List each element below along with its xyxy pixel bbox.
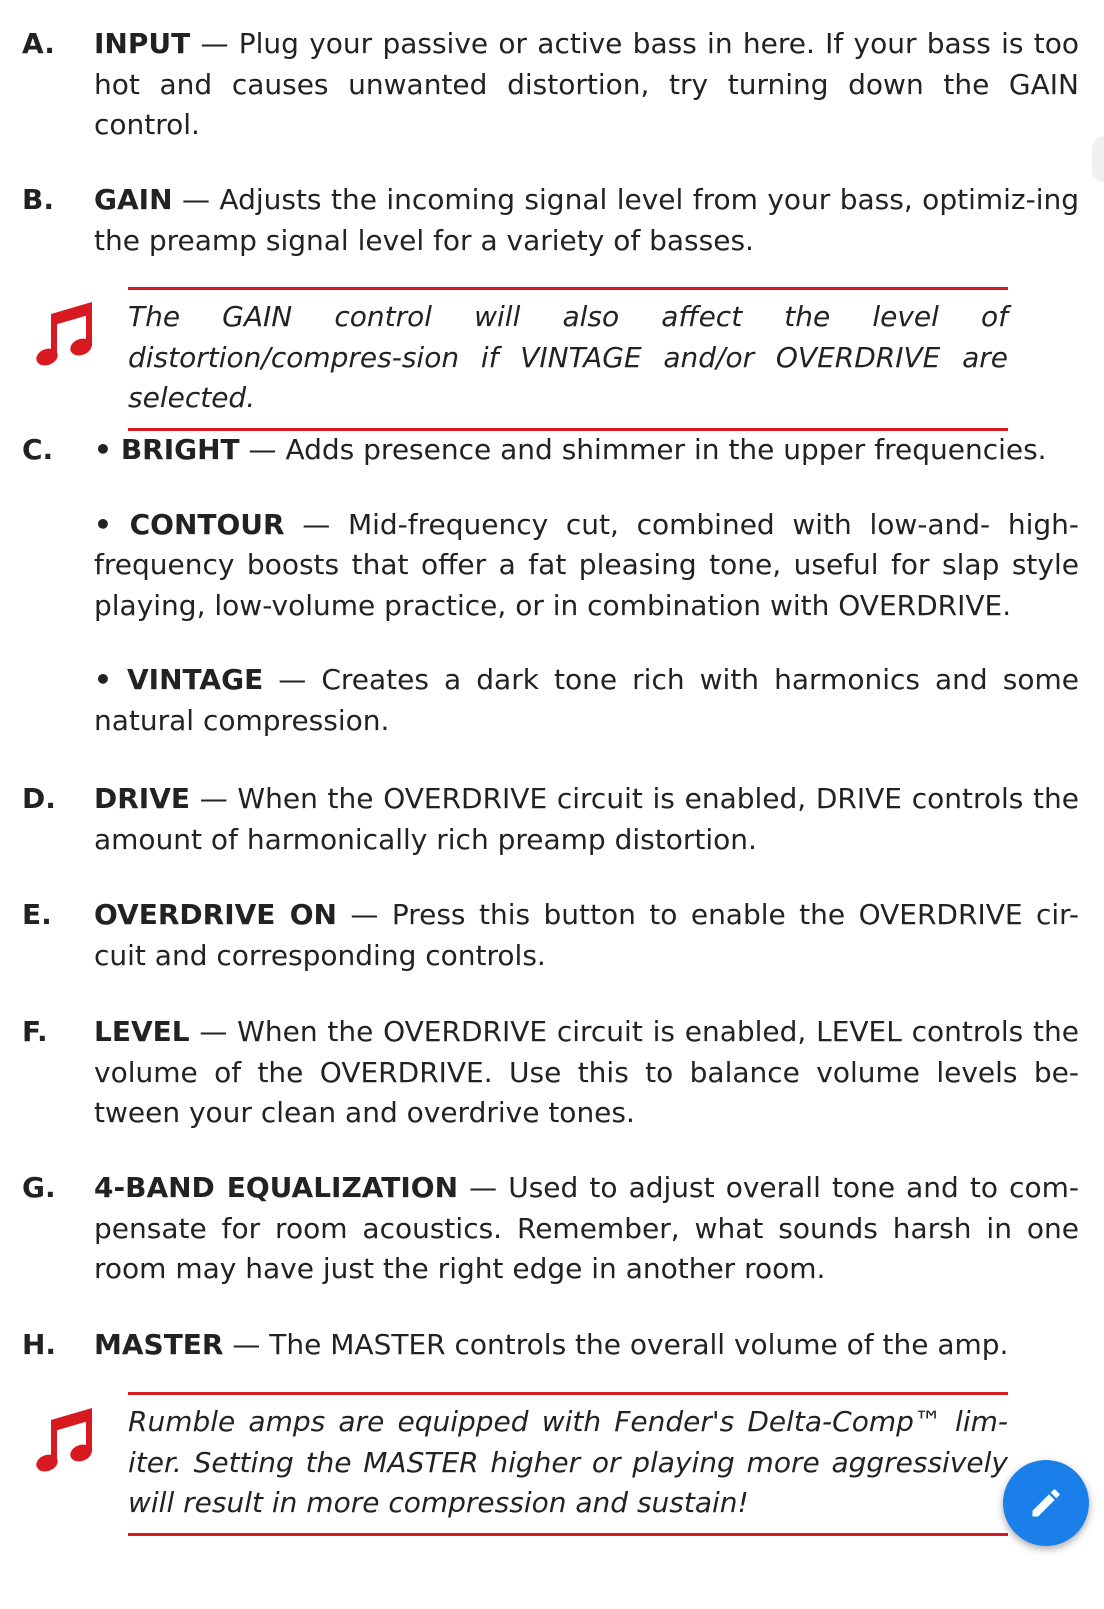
item-letter: F. <box>22 1015 48 1048</box>
item-description: — Press this button to enable the OVERDRIVE cir-cuit and corresponding controls. <box>94 898 1079 972</box>
item-body <box>94 895 1079 976</box>
item-term: OVERDRIVE ON <box>94 898 337 931</box>
item-body <box>94 779 1079 860</box>
item-description: — Used to adjust overall tone and to com-pensate for room acoustics. Remember, what sounds harsh in one room may have just the right edge in another room. <box>94 1171 1080 1285</box>
music-note-icon <box>34 1406 96 1476</box>
item-letter: B. <box>22 183 54 216</box>
item-body <box>94 1012 1079 1134</box>
item-term: INPUT <box>94 27 191 60</box>
item-level <box>22 1012 1082 1134</box>
item-body <box>94 1168 1079 1290</box>
subitem-vintage <box>94 660 1079 741</box>
item-gain <box>22 180 1082 261</box>
music-note-icon <box>34 300 96 370</box>
bullet: • <box>94 507 112 541</box>
item-letter: C. <box>22 433 54 466</box>
subitem-bright <box>94 430 1079 471</box>
item-description: — The MASTER controls the overall volume of the amp. <box>223 1328 1009 1361</box>
item-master <box>22 1325 1082 1366</box>
item-body <box>94 1325 1079 1366</box>
item-term: GAIN <box>94 183 173 216</box>
item-letter: E. <box>22 898 52 931</box>
item-term: BRIGHT <box>120 433 240 466</box>
item-letter: A. <box>22 27 55 60</box>
item-voicing <box>22 430 1082 741</box>
bullet: • <box>94 663 112 696</box>
item-body <box>94 180 1079 261</box>
item-description: — Plug your passive or active bass in here. If your bass is too hot and causes unwanted distortion, try turning down the GAIN control. <box>94 27 1079 141</box>
item-description: — Adds presence and shimmer in the upper frequencies. <box>239 433 1047 466</box>
item-description: — Adjusts the incoming signal level from your bass, optimiz-ing the preamp signal level for a variety of basses. <box>94 183 1079 257</box>
bullet: • <box>94 433 112 466</box>
pencil-icon <box>1028 1485 1064 1521</box>
note-box-master <box>128 1392 1008 1536</box>
item-description: — Creates a dark tone rich with harmonics and some natural compression. <box>94 663 1079 737</box>
item-description: — When the OVERDRIVE circuit is enabled, DRIVE controls the amount of harmonically rich preamp distortion. <box>94 782 1079 856</box>
item-description: — When the OVERDRIVE circuit is enabled, LEVEL controls the volume of the OVERDRIVE. Use this to balance volume levels be-tween your clean and overdrive tones. <box>94 1015 1079 1129</box>
note-text: Rumble amps are equipped with Fender's Delta-Comp™ lim-iter. Setting the MASTER higher or playing more aggressively will result in more compression and sustain! <box>128 1405 1008 1519</box>
item-letter: G. <box>22 1171 56 1204</box>
item-term: 4-BAND EQUALIZATION <box>94 1171 459 1204</box>
note-text: The GAIN control will also affect the level of distortion/compres-sion if VINTAGE and/or OVERDRIVE are selected. <box>128 300 1008 414</box>
subitem-contour <box>94 505 1079 627</box>
item-drive <box>22 779 1082 860</box>
item-letter: H. <box>22 1328 57 1361</box>
item-term: CONTOUR <box>129 507 285 541</box>
item-description: — Mid-frequency cut, combined with low-and- high-frequency boosts that offer a fat pleasing tone, useful for slap style playing, low-volume practice, or in combination with OVERDRIVE. <box>94 507 1079 622</box>
item-letter: D. <box>22 782 56 815</box>
item-body <box>94 430 1079 741</box>
item-overdrive-on <box>22 895 1082 976</box>
item-equalization <box>22 1168 1082 1290</box>
item-term: VINTAGE <box>126 663 264 696</box>
scroll-edge <box>1092 136 1104 182</box>
note-box-gain <box>128 287 1008 431</box>
item-term: DRIVE <box>94 782 191 815</box>
item-term: LEVEL <box>94 1015 190 1048</box>
item-body <box>94 24 1079 146</box>
edit-button[interactable] <box>1003 1460 1089 1546</box>
item-input <box>22 24 1082 146</box>
item-term: MASTER <box>94 1328 224 1361</box>
